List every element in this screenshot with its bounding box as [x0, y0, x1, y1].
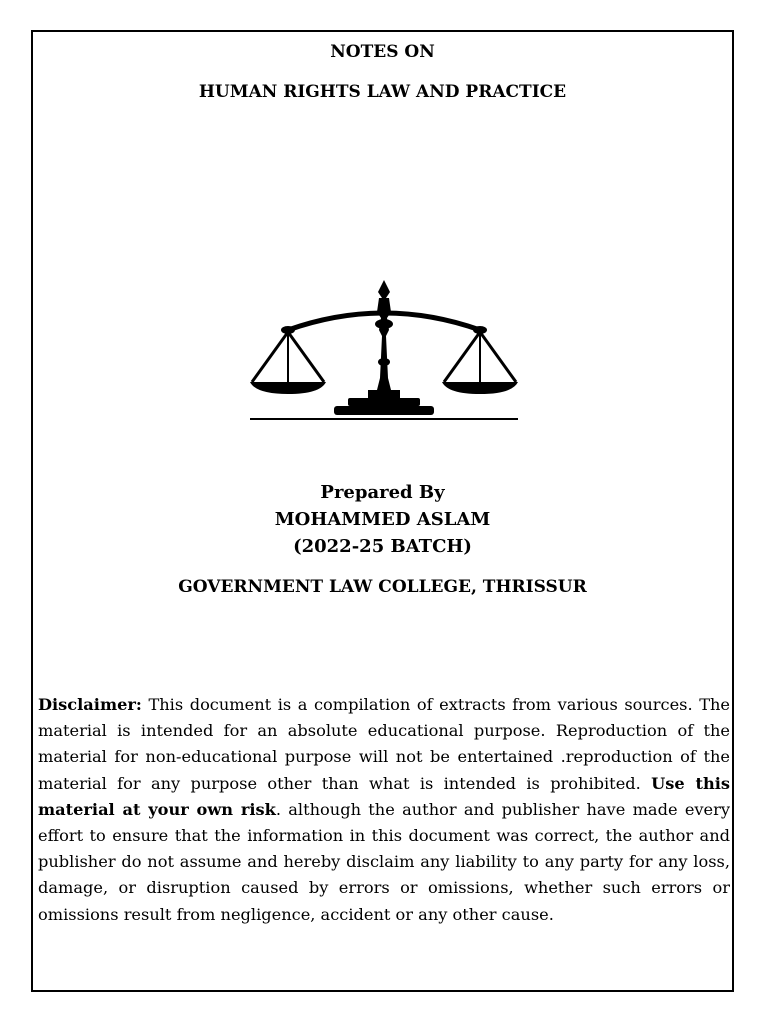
prepared-by-label: Prepared By: [320, 482, 445, 503]
author-name: MOHAMMED ASLAM: [274, 509, 491, 530]
document-title-line-1: NOTES ON: [330, 42, 435, 62]
batch-label: (2022-25 BATCH): [293, 536, 472, 557]
disclaimer-paragraph: [38, 692, 730, 928]
disclaimer-label: Disclaimer:: [38, 695, 142, 714]
disclaimer-text-part-2: . although the author and publisher have made every effort to ensure that the information in this document was correct, the author and publisher do not assume and hereby disclaim any liability to any party for any loss, damage, or disruption caused by errors or omissions, whether such errors or omissions result from negligence, accident or any other cause.: [38, 799, 731, 924]
disclaimer-emphasis: Use this material at your own risk: [38, 773, 730, 819]
scales-of-justice-icon: [248, 278, 520, 428]
page-border: [31, 30, 734, 992]
college-name: GOVERNMENT LAW COLLEGE, THRISSUR: [178, 577, 587, 597]
document-title-line-2: HUMAN RIGHTS LAW AND PRACTICE: [198, 82, 567, 102]
disclaimer-text-part-1: This document is a compilation of extracts from various sources. The material is intended for an absolute educational purpose. Reproduction of the material for non-educational purpose will not be entertained .reproduction of the material for any purpose other than what is intended is prohibited.: [38, 695, 730, 793]
